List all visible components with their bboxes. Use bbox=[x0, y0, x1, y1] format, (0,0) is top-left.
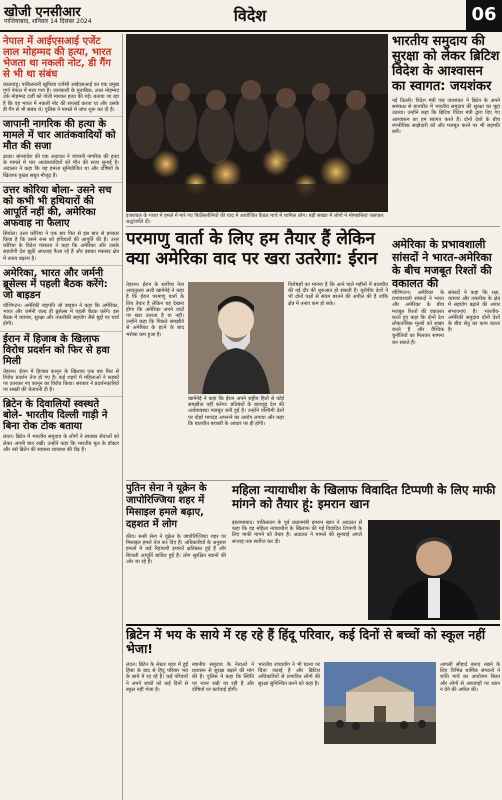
temple-photo bbox=[324, 662, 436, 744]
iran-headline: परमाणु वार्ता के लिए हम तैयार हैं लेकिन क्या अमेरिका वाद पर खरा उतरेगा: ईरान bbox=[126, 229, 378, 269]
left-news-column bbox=[0, 34, 123, 800]
news-story bbox=[0, 266, 122, 332]
story-headline: भारतीय समुदाय की सुरक्षा को लेकर ब्रिटिश विदेश के आश्वासन का स्वागत: जयशंकर bbox=[392, 34, 500, 94]
iran-col-2: खामेनेई ने कहा कि ईरान अपने राष्ट्रीय हितों से कोई समझौता नहीं करेगा। प्रतिबंधों के बावजूद देश की अर्थव्यवस्था मजबूत बनी हुई है। उन्होंने पश्चिमी देशों पर दोहरे मापदंड अपनाने का आरोप लगाया और कहा कि बातचीत बराबरी के आधार पर ही होगी। bbox=[188, 396, 286, 427]
usindia-headline-box bbox=[392, 238, 500, 290]
dateline: गाजियाबाद, शनिवार 14 दिसंबर 2024 bbox=[4, 18, 92, 25]
news-story bbox=[0, 332, 122, 398]
britain-col-3: भारतीय उच्चायोग ने भी घटना पर चिंता जताई है और ब्रिटिश अधिकारियों से प्रभावित लोगों की सुरक्षा सुनिश्चित करने को कहा है। bbox=[258, 662, 322, 687]
divider bbox=[126, 226, 500, 227]
imran-khan-photo bbox=[368, 520, 500, 620]
imran-headline: महिला न्यायाधीश के खिलाफ विवादित टिप्पणी के लिए माफी मांगने को तैयार हूं: इमरान खान bbox=[232, 483, 496, 511]
story-body: काठमांडू। पाकिस्तानी खुफिया एजेंसी आईएसआई का एक प्रमुख गुर्गा नेपाल में मारा गया है। जानकारी के मुताबिक, लाल मोहम्मद उर्फ मोहम्मद दर्जी को गोली मारकर हत्या की गई। बताया जा रहा है कि वह भारत में नकली नोट की सप्लाई करता था और उसके डी गैंग से भी संबंध थे। पुलिस ने मामले में जांच शुरू कर दी है। bbox=[3, 82, 121, 113]
news-story bbox=[0, 117, 122, 183]
story-body: कीव। रूसी सेना ने यूक्रेन के जापोरिज्जिया शहर पर मिसाइल हमले तेज कर दिए हैं। अधिकारियों के अनुसार हमलों में कई रिहायशी इमारतें क्षतिग्रस्त हुई हैं और बिजली आपूर्ति बाधित हुई है। लोग सुरक्षित स्थानों की ओर जा रहे हैं। bbox=[126, 534, 228, 565]
section-title: विदेश bbox=[233, 6, 267, 25]
usindia-col-1: वॉशिंगटन। अमेरिका के प्रभावशाली सांसदों ने भारत और अमेरिका के बीच मजबूत रिश्तों की वकालत करते हुए कहा कि दोनों देश लोकतांत्रिक मूल्यों को साझा करते हैं और वैश्विक चुनौतियों का मिलकर सामना कर सकते हैं। bbox=[392, 290, 446, 346]
story-body: तेहरान। ईरान में हिजाब कानून के खिलाफ एक बार फिर से विरोध प्रदर्शन तेज हो गए हैं। कई शहरों में महिलाओं ने सड़कों पर उतरकर नए कानून का विरोध किया। सरकार ने प्रदर्शनकारियों पर सख्ती की चेतावनी दी है। bbox=[3, 368, 121, 394]
iran-col-1: तेहरान। ईरान के सर्वोच्च नेता अयातुल्ला अली खामेनेई ने कहा है कि ईरान परमाणु वार्ता के लिए तैयार है लेकिन यह देखना होगा कि अमेरिका अपने वादों पर खरा उतरता है या नहीं। उन्होंने कहा कि पिछले समझौते से अमेरिका के हटने के बाद भरोसा कम हुआ है। bbox=[126, 282, 186, 338]
story-body: नई दिल्ली। विदेश मंत्री एस जयशंकर ने ब्रिटेन के अपने समकक्ष से बातचीत में भारतीय समुदाय की सुरक्षा का मुद्दा उठाया। उन्होंने कहा कि ब्रिटिश विदेश मंत्री द्वारा दिए गए आश्वासन का हम स्वागत करते हैं। दोनों देशों के बीच रणनीतिक साझेदारी को और मजबूत करने पर भी सहमति बनी। bbox=[392, 98, 502, 136]
masthead bbox=[0, 0, 502, 32]
britain-col-4: आपसी सौहार्द बनाए रखने के लिए विभिन्न धार्मिक संगठनों ने शांति मार्च का आयोजन किया और लोगों से अफवाहों पर ध्यान न देने की अपील की। bbox=[440, 662, 502, 693]
khamenei-photo bbox=[188, 282, 284, 394]
story-headline: ईरान में हिजाब के खिलाफ विरोध प्रदर्शन को फिर से हवा मिली bbox=[3, 333, 110, 367]
page-number: 06 bbox=[466, 0, 502, 30]
usindia-col-2: सांसदों ने कहा कि रक्षा, व्यापार और तकनीक के क्षेत्र में सहयोग बढ़ाने की अपार संभावनाएं हैं। भारतीय-अमेरिकी समुदाय दोनों देशों के बीच सेतु का काम करता है। bbox=[448, 290, 502, 334]
story-headline: ब्रिटेन के दिवालियों स्वस्थते बोले- भारतीय दिल्ली गाड़ी ने बिना रोक टोक बताया bbox=[3, 399, 108, 433]
photo-caption: इजरायल के गाजा में हमले में मारे गए फिलिस्तीनियों की याद में आयोजित कैंडल मार्च में शामिल लोग। बड़ी संख्या में लोगों ने मोमबत्तियां जलाकर श्रद्धांजलि दी। bbox=[126, 213, 384, 225]
news-story bbox=[0, 183, 122, 266]
story-headline: अमेरिका के प्रभावशाली सांसदों ने भारत-अमेरिका के बीच मजबूत रिश्तों की वकालत की bbox=[392, 238, 492, 290]
story-headline: पुतिन सेना ने यूक्रेन के जापोरिज्जिया शहर में मिसाइल हमले बढ़ाए, दहशत में लोग bbox=[126, 483, 207, 530]
divider bbox=[126, 480, 388, 481]
story-headline: नेपाल में आईएसआई एजेंट लाल मोहम्मद की हत्या, भारत भेजता था नकली नोट, डी गैंग से भी था संबंध bbox=[3, 36, 112, 80]
britain-headline: ब्रिटेन में भय के साये में रह रहे हैं हिंदू परिवार, कई दिनों से बच्चों को स्कूल नहीं भेजा! bbox=[126, 627, 486, 657]
story-headline: अमेरिका, भारत और जर्मनी ब्रूसेल्स में पहली बैठक करेंगे: जो बाइडन bbox=[3, 267, 108, 301]
story-body: लंदन। ब्रिटेन में भारतीय समुदाय के लोगों ने स्वास्थ्य सेवाओं को लेकर अपनी बात रखी। उन्होंने कहा कि भारतीय मूल के डॉक्टर और नर्स ब्रिटेन की स्वास्थ्य व्यवस्था की रीढ़ हैं। bbox=[3, 434, 121, 453]
story-headline: जापानी नागरिक की हत्या के मामले में चार आतंकवादियों को मौत की सजा bbox=[3, 119, 116, 153]
story-body: ढाका। बांग्लादेश की एक अदालत ने जापानी नागरिक की हत्या के मामले में चार आतंकवादियों को मौत की सजा सुनाई है। अदालत ने कहा कि यह हमला सुनियोजित था और दोषियों के खिलाफ पुख्ता सबूत मौजूद हैं। bbox=[3, 154, 121, 179]
jaishankar-story bbox=[392, 34, 500, 234]
iran-col-3: विशेषज्ञों का मानना है कि आने वाले महीनों में बातचीत की नई दौर की शुरुआत हो सकती है। यूरोपीय देशों ने भी दोनों पक्षों से संयम बरतने की अपील की है ताकि क्षेत्र में तनाव कम हो सके। bbox=[288, 282, 390, 307]
imran-body: इस्लामाबाद। पाकिस्तान के पूर्व प्रधानमंत्री इमरान खान ने अदालत से कहा कि वह महिला न्यायाधीश के खिलाफ की गई विवादित टिप्पणी के लिए माफी मांगने को तैयार हैं। अदालत ने मामले की सुनवाई अगले सप्ताह तक स्थगित कर दी। bbox=[232, 520, 364, 545]
story-headline: उत्तर कोरिया बोला- उसने सच को कभी भी हथियारों की आपूर्ति नहीं की, अमेरिका अफवाह ना फैलाए bbox=[3, 184, 112, 229]
putin-story bbox=[126, 483, 226, 623]
newspaper-name: खोजी एनसीआर bbox=[4, 5, 81, 20]
news-story bbox=[0, 34, 122, 117]
story-body: वॉशिंगटन। अमेरिकी राष्ट्रपति जो बाइडन ने कहा कि अमेरिका, भारत और जर्मनी जल्द ही ब्रूसेल्स में पहली बैठक करेंगे। इस बैठक में व्यापार, सुरक्षा और तकनीकी सहयोग जैसे मुद्दों पर चर्चा होगी। bbox=[3, 302, 121, 328]
britain-col-1: लंदन। ब्रिटेन के लेस्टर शहर में हुई हिंसा के बाद से हिंदू परिवार भय के साये में रह रहे हैं। कई परिवारों ने अपने बच्चों को कई दिनों से स्कूल नहीं भेजा है। bbox=[126, 662, 190, 693]
story-body: सियोल। उत्तर कोरिया ने एक बार फिर से इस बात से इनकार किया है कि उसने रूस को हथियारों की आपूर्ति की है। उत्तर कोरिया के विदेश मंत्रालय ने कहा कि अमेरिका और उसके सहयोगी देश झूठी अफवाह फैला रहे हैं और इसका मकसद क्षेत्र में तनाव बढ़ाना है। bbox=[3, 230, 121, 262]
candle-vigil-photo bbox=[126, 34, 388, 212]
news-story bbox=[0, 397, 122, 456]
divider bbox=[126, 624, 500, 626]
britain-col-2: स्थानीय समुदाय के नेताओं ने प्रशासन से सुरक्षा बढ़ाने की मांग की है। पुलिस ने कहा कि स्थिति पर नजर रखी जा रही है और दोषियों पर कार्रवाई होगी। bbox=[192, 662, 256, 693]
